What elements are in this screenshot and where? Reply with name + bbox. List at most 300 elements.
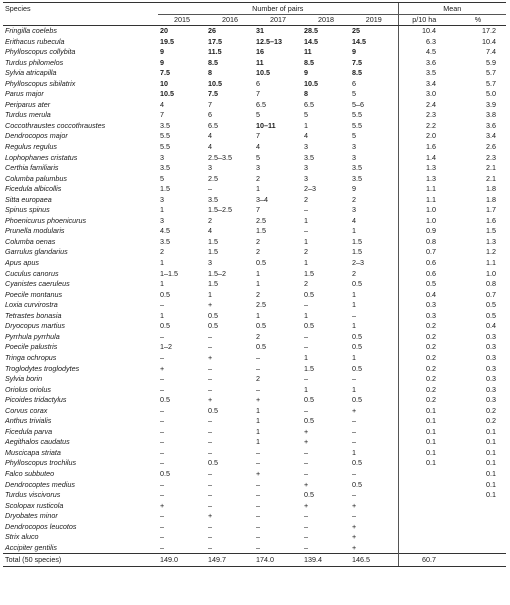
pairs-value: 3.5: [160, 236, 170, 246]
pairs-value: 2: [160, 247, 164, 257]
pairs-value: 3: [208, 258, 212, 268]
mean-p10-value: 3.6: [398, 58, 450, 69]
table-body: [3, 26, 506, 554]
species-name: Phoenicurus phoenicurus: [5, 215, 87, 225]
pairs-value: –: [304, 205, 308, 215]
table-row: [3, 47, 506, 58]
pairs-value: 4: [208, 142, 212, 152]
pairs-value: 1: [256, 184, 260, 194]
mean-header: Mean: [398, 3, 506, 15]
mean-pct-value: 2.1: [486, 163, 497, 173]
mean-p10-value: 4.5: [398, 47, 450, 58]
pairs-value: –: [256, 479, 260, 489]
mean-p10-value: 1.6: [398, 142, 450, 153]
pairs-value: 1: [304, 310, 308, 320]
total-value: 174.0: [254, 554, 302, 567]
pairs-value: 1: [352, 300, 356, 310]
pairs-value: 6: [208, 110, 212, 120]
pairs-value: 5: [352, 89, 356, 99]
species-name: Muscicapa striata: [5, 447, 61, 457]
mean-p10-value: 0.2: [398, 332, 450, 343]
pairs-value: 0.5: [304, 289, 314, 299]
species-name: Aegithalos caudatus: [5, 437, 70, 447]
pairs-value: 3: [352, 142, 356, 152]
pairs-value: 2–3: [304, 184, 316, 194]
pairs-value: 0.5: [256, 258, 266, 268]
table-row: [3, 480, 506, 491]
pairs-value: 4: [160, 99, 164, 109]
mean-p10-value: 3.5: [398, 68, 450, 79]
species-name: Turdus merula: [5, 110, 51, 120]
mean-p10-value: 0.2: [398, 321, 450, 332]
pairs-value: –: [304, 458, 308, 468]
table-row: [3, 437, 506, 448]
pairs-value: 4: [256, 142, 260, 152]
pairs-value: 1: [160, 205, 164, 215]
pairs-value: 0.5: [256, 342, 266, 352]
pairs-value: –: [160, 405, 164, 415]
pairs-value: 3: [304, 173, 308, 183]
pairs-value: –: [256, 532, 260, 542]
species-name: Dryocopus martius: [5, 321, 65, 331]
pairs-value: 2: [304, 194, 308, 204]
species-name: Sylvia atricapilla: [5, 68, 57, 78]
pairs-value: –: [304, 468, 308, 478]
pairs-value: 9: [160, 47, 164, 57]
pairs-value: 1: [352, 384, 356, 394]
pairs-value: –: [160, 300, 164, 310]
table-row: [3, 226, 506, 237]
pairs-value: –: [208, 532, 212, 542]
total-row: [3, 554, 506, 567]
pairs-value: 8.5: [352, 68, 362, 78]
pairs-value: 0.5: [352, 279, 362, 289]
species-name: Troglodytes troglodytes: [5, 363, 80, 373]
pairs-value: 9: [160, 57, 164, 67]
pairs-value: 0.5: [304, 490, 314, 500]
mean-pct-value: 0.5: [486, 300, 497, 310]
table-row: [3, 395, 506, 406]
mean-p10-value: 0.1: [398, 437, 450, 448]
mean-pct-value: 1.6: [486, 215, 497, 225]
pairs-value: 11: [256, 57, 264, 67]
species-name: Phylloscopus trochilus: [5, 458, 77, 468]
pairs-value: 1: [304, 120, 308, 130]
mean-p10-value: 0.3: [398, 300, 450, 311]
mean-p10-value: [398, 501, 450, 512]
mean-p10-value: 2.0: [398, 131, 450, 142]
pairs-value: 1–1.5: [160, 268, 178, 278]
species-name: Dendrocopos major: [5, 131, 68, 141]
mean-p10-value: 0.1: [398, 458, 450, 469]
species-name: Periparus ater: [5, 99, 51, 109]
table-row: [3, 258, 506, 269]
pairs-value: –: [208, 342, 212, 352]
pairs-value: –: [256, 458, 260, 468]
pairs-value: 3: [256, 163, 260, 173]
pairs-value: 7.5: [208, 89, 218, 99]
total-pct: [450, 554, 506, 567]
pairs-value: –: [208, 384, 212, 394]
mean-p10-value: 2.4: [398, 100, 450, 111]
pairs-value: 1: [352, 321, 356, 331]
pairs-value: 0.5: [160, 468, 170, 478]
table-row: [3, 131, 506, 142]
species-name: Loxia curvirostra: [5, 300, 58, 310]
pairs-value: 10–11: [256, 120, 276, 130]
pairs-value: 3: [304, 163, 308, 173]
table-row: [3, 290, 506, 301]
mean-pct-value: 5.7: [486, 78, 497, 88]
pairs-value: 1: [304, 236, 308, 246]
pairs-value: –: [352, 490, 356, 500]
pairs-value: 4: [352, 215, 356, 225]
pairs-value: +: [256, 468, 261, 478]
mean-pct-value: 5.7: [486, 68, 497, 78]
pairs-value: 2: [352, 194, 356, 204]
pairs-value: 10.5: [304, 78, 318, 88]
table-row: [3, 100, 506, 111]
species-name: Phylloscopus sibilatrix: [5, 78, 76, 88]
pairs-value: 3: [160, 215, 164, 225]
pairs-value: 0.5: [208, 458, 218, 468]
table-row: [3, 279, 506, 290]
pairs-value: 31: [256, 26, 264, 35]
mean-p10-value: 10.4: [398, 26, 450, 37]
pairs-value: –: [352, 437, 356, 447]
mean-p10-value: 1.0: [398, 205, 450, 216]
mean-p10-value: 6.3: [398, 37, 450, 48]
pairs-value: 2: [256, 374, 260, 384]
mean-pct-value: 0.1: [486, 468, 497, 478]
blank-header: [3, 15, 158, 26]
pairs-value: 1.5: [304, 268, 314, 278]
pairs-value: 7: [160, 110, 164, 120]
species-name: Dryobates minor: [5, 511, 58, 521]
pairs-value: +: [352, 542, 357, 552]
species-name: Poecile palustris: [5, 342, 58, 352]
pairs-value: 5.5: [352, 110, 362, 120]
pairs-value: 1.5–2.5: [208, 205, 232, 215]
pairs-value: 1.5: [256, 226, 266, 236]
pairs-value: 5: [304, 110, 308, 120]
pairs-value: 7.5: [160, 68, 170, 78]
table-row: [3, 110, 506, 121]
pairs-value: –: [352, 416, 356, 426]
mean-pct-value: [450, 522, 506, 533]
pairs-value: 0.5: [352, 479, 362, 489]
species-name: Sylvia borin: [5, 374, 43, 384]
mean-p10-value: 0.3: [398, 311, 450, 322]
mean-pct-value: [450, 532, 506, 543]
mean-p10-value: 1.1: [398, 195, 450, 206]
year-header: 2016: [206, 15, 254, 26]
pairs-value: 3.5: [208, 194, 218, 204]
pairs-value: 1: [304, 352, 308, 362]
pairs-value: +: [160, 363, 165, 373]
species-name: Prunella modularis: [5, 226, 65, 236]
pairs-value: 5: [352, 131, 356, 141]
mean-pct-value: 0.3: [486, 374, 497, 384]
pairs-value: 6: [256, 78, 260, 88]
pairs-value: 14.5: [352, 36, 366, 46]
mean-p10-value: 0.6: [398, 269, 450, 280]
pairs-value: 1: [256, 405, 260, 415]
pairs-value: 1.5: [208, 279, 218, 289]
species-name: Picoides tridactylus: [5, 395, 67, 405]
pairs-value: –: [208, 479, 212, 489]
pairs-value: 2.5: [256, 300, 266, 310]
table-row: [3, 321, 506, 332]
pairs-value: –: [208, 468, 212, 478]
pairs-value: –: [160, 490, 164, 500]
pairs-value: 0.5: [352, 363, 362, 373]
pairs-value: 8.5: [208, 57, 218, 67]
mean-pct-value: 1.3: [486, 236, 497, 246]
pairs-value: –: [304, 511, 308, 521]
mean-p10-value: [398, 511, 450, 522]
pairs-value: 4: [208, 131, 212, 141]
table-row: [3, 269, 506, 280]
pairs-value: 3.5: [160, 120, 170, 130]
pairs-value: 1: [256, 268, 260, 278]
pairs-value: 1: [256, 426, 260, 436]
mean-pct-value: 0.1: [486, 458, 497, 468]
pairs-value: –: [352, 310, 356, 320]
mean-pct-value: [450, 543, 506, 554]
species-name: Ficedula parva: [5, 426, 53, 436]
pairs-value: –: [208, 521, 212, 531]
species-name: Turdus philomelos: [5, 57, 64, 67]
total-label: Total (50 species): [3, 554, 158, 567]
pairs-value: 6.5: [208, 120, 218, 130]
species-name: Oriolus oriolus: [5, 384, 51, 394]
mean-pct-value: 1.2: [486, 247, 497, 257]
mean-pct-value: 0.8: [486, 279, 497, 289]
pairs-value: 1.5: [352, 236, 362, 246]
pairs-value: 0.5: [208, 321, 218, 331]
pairs-value: 6.5: [304, 99, 314, 109]
pairs-value: 1: [208, 289, 212, 299]
pairs-value: –: [304, 542, 308, 552]
pairs-value: +: [304, 437, 309, 447]
pairs-value: 10.5: [208, 78, 222, 88]
header-row-2: [3, 15, 506, 26]
mean-p10-value: 1.4: [398, 153, 450, 164]
pairs-value: 4: [208, 226, 212, 236]
pairs-value: 1: [160, 279, 164, 289]
mean-p10-value: 0.4: [398, 290, 450, 301]
mean-p10-value: [398, 490, 450, 501]
mean-pct-value: 0.2: [486, 416, 497, 426]
mean-pct-value: 0.3: [486, 342, 497, 352]
pairs-value: 7: [256, 131, 260, 141]
mean-p10-value: 3.0: [398, 89, 450, 100]
table-row: [3, 332, 506, 343]
pairs-value: 5.5: [352, 120, 362, 130]
pairs-value: 1: [160, 258, 164, 268]
pairs-value: –: [208, 490, 212, 500]
pairs-value: +: [208, 511, 213, 521]
pairs-value: 0.5: [256, 321, 266, 331]
pairs-value: –: [208, 426, 212, 436]
pairs-value: 2.5: [256, 215, 266, 225]
mean-pct-value: 0.3: [486, 384, 497, 394]
pairs-value: 3: [352, 205, 356, 215]
species-name: Tringa ochropus: [5, 352, 57, 362]
species-name: Sitta europaea: [5, 194, 52, 204]
pairs-value: 2: [256, 247, 260, 257]
pairs-value: 12.5–13: [256, 36, 282, 46]
mean-p10-value: 1.0: [398, 216, 450, 227]
table-row: [3, 364, 506, 375]
table-row: [3, 121, 506, 132]
species-name: Corvus corax: [5, 405, 48, 415]
pairs-value: –: [304, 405, 308, 415]
pairs-value: 19.5: [160, 36, 174, 46]
pairs-value: 7: [256, 89, 260, 99]
table-row: [3, 174, 506, 185]
pairs-value: –: [304, 300, 308, 310]
mean-pct-value: 3.4: [486, 131, 497, 141]
species-name: Falco subbuteo: [5, 468, 55, 478]
species-name: Cuculus canorus: [5, 268, 59, 278]
mean-p10-value: 1.1: [398, 184, 450, 195]
pairs-value: 2: [256, 236, 260, 246]
table-row: [3, 195, 506, 206]
mean-pct-value: 2.3: [486, 152, 497, 162]
table-row: [3, 216, 506, 227]
table-row: [3, 427, 506, 438]
pairs-value: 4.5: [160, 226, 170, 236]
pairs-value: –: [352, 511, 356, 521]
table-row: [3, 532, 506, 543]
pairs-value: 2.5: [208, 173, 218, 183]
pairs-value: –: [160, 521, 164, 531]
mean-pct-value: 0.1: [486, 437, 497, 447]
table-row: [3, 142, 506, 153]
pairs-value: –: [352, 426, 356, 436]
species-name: Dendrocoptes medius: [5, 479, 75, 489]
pairs-value: 8: [304, 89, 308, 99]
mean-pct-value: 0.3: [486, 395, 497, 405]
pairs-value: 3.5: [352, 173, 362, 183]
table-row: [3, 205, 506, 216]
pairs-value: 1.5: [352, 247, 362, 257]
pairs-value: –: [160, 479, 164, 489]
table-row: [3, 89, 506, 100]
total-p10: 60.7: [398, 554, 450, 567]
pairs-value: 5.5: [160, 142, 170, 152]
mean-pct-value: 0.1: [486, 447, 497, 457]
pairs-value: 1.5: [304, 363, 314, 373]
table-row: [3, 79, 506, 90]
mean-pct-value: 17.2: [482, 26, 497, 35]
mean-p10-value: 0.1: [398, 448, 450, 459]
mean-p10-value: 0.2: [398, 364, 450, 375]
species-name: Regulus regulus: [5, 142, 57, 152]
pairs-value: 1: [256, 310, 260, 320]
species-name: Strix aluco: [5, 532, 39, 542]
table-row: [3, 416, 506, 427]
pairs-value: –: [208, 447, 212, 457]
pairs-value: 10.5: [256, 68, 270, 78]
pairs-value: –: [160, 416, 164, 426]
pairs-value: –: [304, 331, 308, 341]
table-row: [3, 374, 506, 385]
pairs-value: 1: [304, 258, 308, 268]
pairs-value: 1.5–2: [208, 268, 226, 278]
pairs-value: 5–6: [352, 99, 364, 109]
table-row: [3, 522, 506, 533]
pairs-value: 2.5–3.5: [208, 152, 232, 162]
pairs-value: –: [304, 521, 308, 531]
pairs-value: –: [256, 363, 260, 373]
table-row: [3, 353, 506, 364]
pairs-value: 25: [352, 26, 360, 35]
species-name: Turdus viscivorus: [5, 490, 61, 500]
pairs-value: 0.5: [352, 331, 362, 341]
pairs-value: –: [208, 500, 212, 510]
pairs-value: +: [304, 500, 309, 510]
table-row: [3, 68, 506, 79]
mean-p10-value: 0.2: [398, 342, 450, 353]
pairs-value: –: [256, 447, 260, 457]
total-value: 146.5: [350, 554, 398, 567]
pairs-value: 3: [160, 152, 164, 162]
table-row: [3, 26, 506, 37]
pairs-value: 1: [304, 215, 308, 225]
pairs-value: –: [304, 532, 308, 542]
species-name: Pyrrhula pyrrhula: [5, 331, 60, 341]
species-name: Dendrocopos leucotos: [5, 521, 77, 531]
pairs-value: 11.5: [208, 47, 222, 57]
mean-pct-value: 2.6: [486, 142, 497, 152]
pairs-value: 0.5: [160, 289, 170, 299]
pairs-value: 4: [304, 131, 308, 141]
pairs-value: –: [160, 374, 164, 384]
mean-pct-value: 0.1: [486, 490, 497, 500]
species-name: Certhia familiaris: [5, 163, 59, 173]
pairs-value: 7: [256, 205, 260, 215]
mean-pct-value: 0.3: [486, 363, 497, 373]
mean-pct-value: 1.8: [486, 194, 497, 204]
pairs-value: –: [256, 511, 260, 521]
mean-p10-value: 0.2: [398, 374, 450, 385]
pairs-value: 26: [208, 26, 216, 35]
table-row: [3, 58, 506, 69]
pairs-value: +: [256, 395, 261, 405]
total-value: 139.4: [302, 554, 350, 567]
species-table: [3, 2, 506, 567]
pairs-value: –: [160, 331, 164, 341]
pairs-value: 1–2: [160, 342, 172, 352]
table-row: [3, 469, 506, 480]
pairs-value: –: [304, 342, 308, 352]
pairs-value: –: [208, 437, 212, 447]
mean-p10-value: 0.1: [398, 427, 450, 438]
pairs-value: 2: [256, 331, 260, 341]
pairs-value: 0.5: [352, 395, 362, 405]
pairs-value: 1: [352, 447, 356, 457]
species-name: Anthus trivialis: [5, 416, 52, 426]
pairs-value: 20: [160, 26, 168, 35]
pairs-value: 1: [256, 437, 260, 447]
mean-p10-value: 1.3: [398, 174, 450, 185]
mean-pct-value: 3.9: [486, 99, 497, 109]
pairs-value: 17.5: [208, 36, 222, 46]
pairs-value: –: [208, 542, 212, 552]
